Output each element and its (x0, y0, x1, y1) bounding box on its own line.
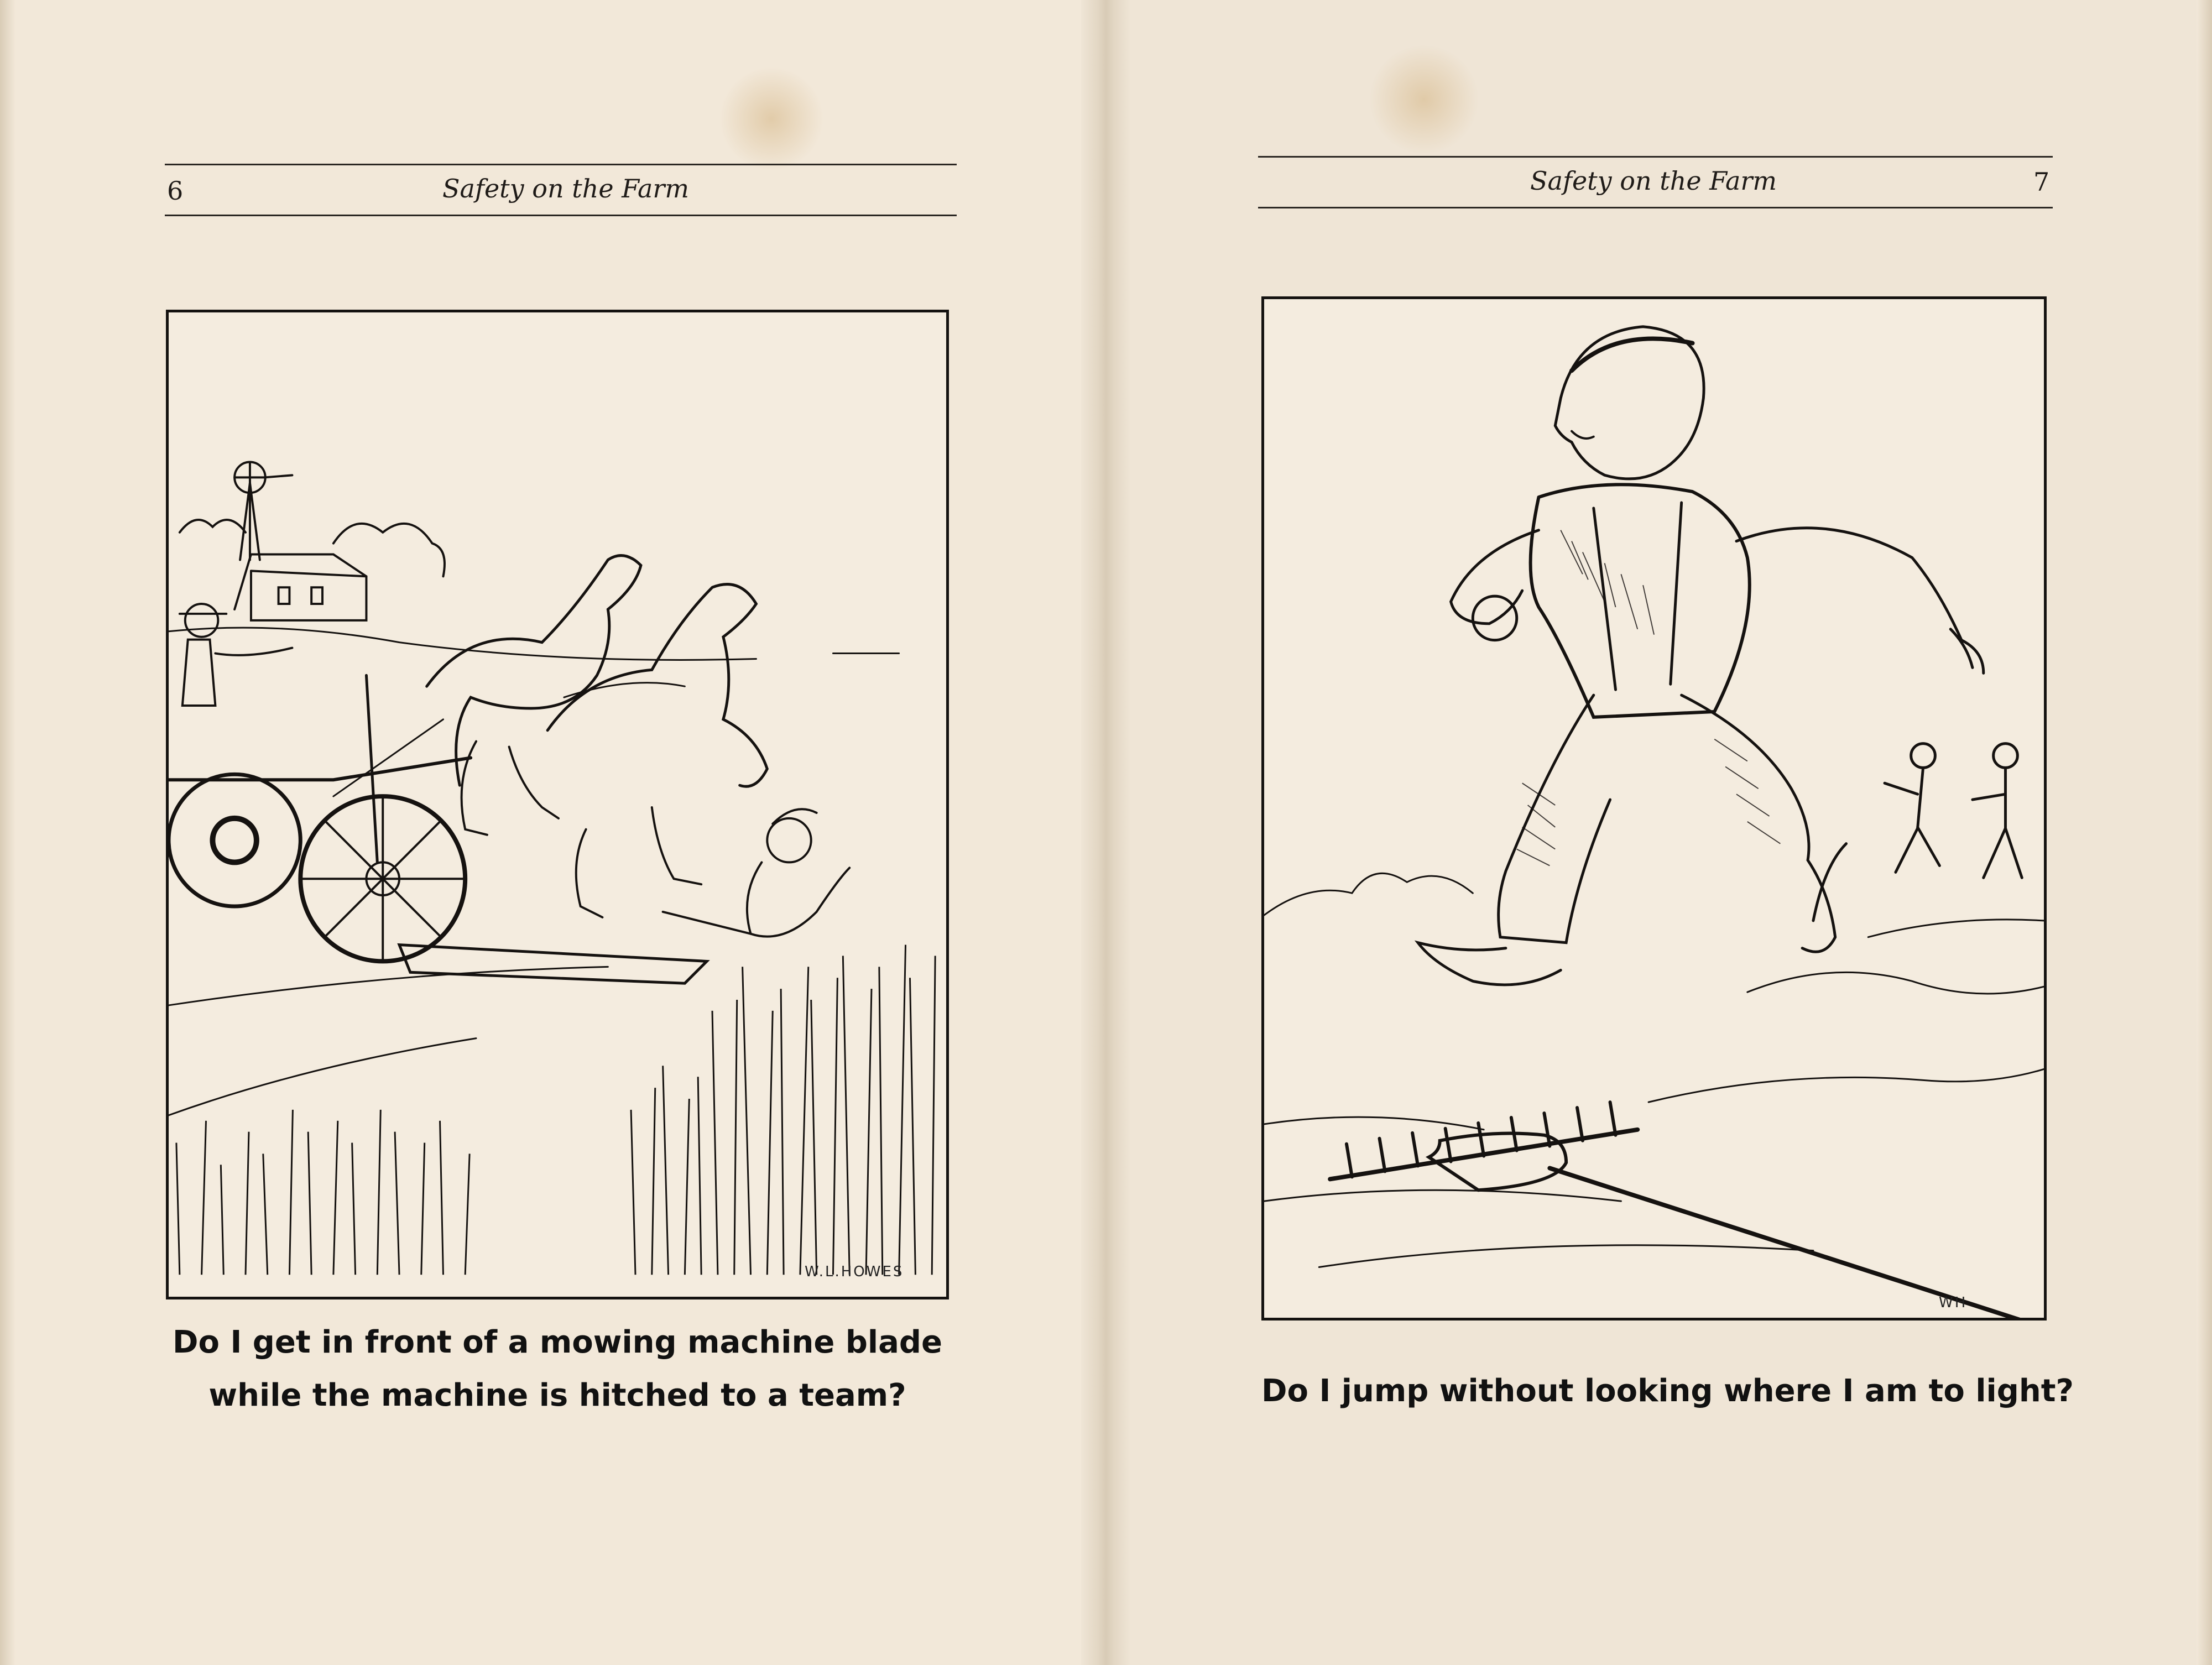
page-number: 7 (2033, 167, 2050, 197)
header-rule-top (1258, 156, 2053, 158)
right-page (1109, 0, 2212, 1665)
header-rule-top (165, 164, 957, 165)
caption: Do I jump without looking where I am to light? (1261, 1373, 2074, 1409)
illustration-signature: W.L.HOWES (805, 1264, 904, 1280)
left-page (0, 0, 1103, 1665)
caption-line-1: Do I get in front of a mowing machine blade (173, 1324, 942, 1360)
mowing-machine-drawing (169, 312, 946, 1297)
paper-stain (719, 66, 824, 171)
illustration-signature: WH (1939, 1295, 1968, 1311)
jumping-boy-drawing (1264, 299, 2044, 1318)
header-rule-bottom (1258, 207, 2053, 208)
page-number: 6 (167, 176, 184, 206)
running-header: Safety on the Farm (1530, 166, 1777, 196)
mowing-machine-illustration (166, 310, 949, 1299)
caption-line-2: while the machine is hitched to a team? (208, 1377, 906, 1413)
jumping-boy-rake-illustration (1261, 296, 2047, 1320)
header-rule-bottom (165, 215, 957, 216)
left-page-edge (0, 0, 15, 1665)
paper-stain (1369, 44, 1479, 155)
right-page-edge (2197, 0, 2212, 1665)
running-header: Safety on the Farm (442, 174, 690, 203)
